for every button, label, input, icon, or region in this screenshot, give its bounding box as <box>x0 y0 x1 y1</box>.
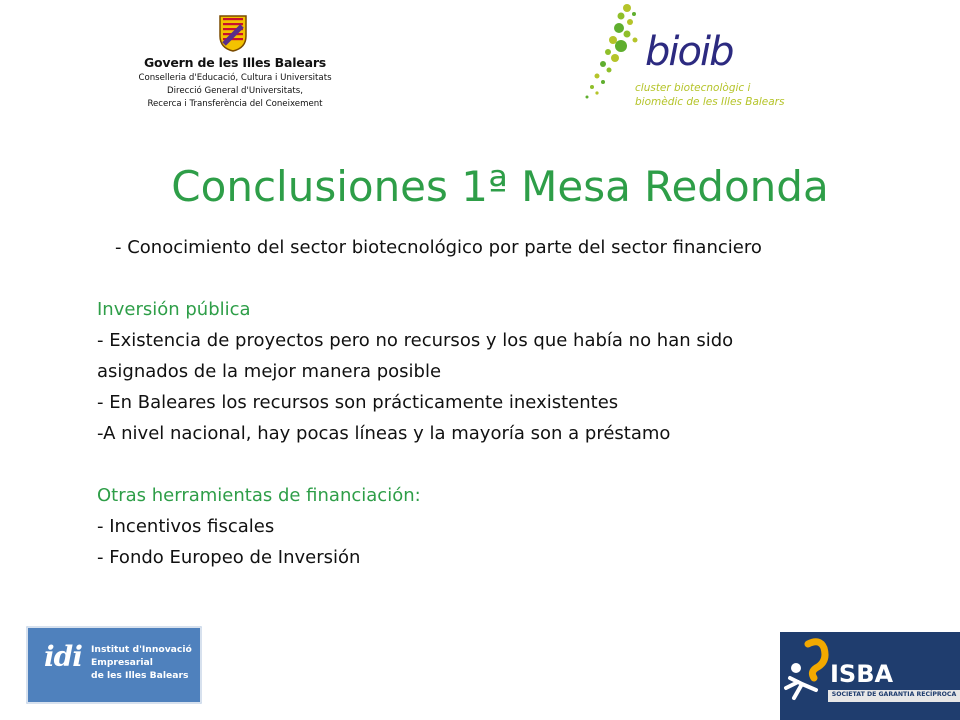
govern-logo <box>120 14 350 114</box>
bullet-line: - Incentivos fiscales <box>97 516 275 537</box>
govern-title: Govern de les Illes Balears <box>143 55 327 70</box>
idi-name-line-3: de les Illes Balears <box>91 670 189 681</box>
idi-mark: idi <box>44 640 82 673</box>
bullet-line: asignados de la mejor manera posible <box>97 361 442 382</box>
bullet-line: -A nivel nacional, hay pocas líneas y la mayoría son a préstamo <box>97 423 671 444</box>
bioib-logo <box>575 2 790 112</box>
bullet-line: - Fondo Europeo de Inversión <box>97 547 361 568</box>
section-heading-public-investment: Inversión pública <box>97 299 251 320</box>
body-content <box>97 294 937 573</box>
isba-name: ISBA <box>830 660 894 688</box>
bullet-line: - En Baleares los recursos son prácticamente inexistentes <box>97 392 619 413</box>
bioib-tagline-2: biomèdic de les Illes Balears <box>635 96 785 108</box>
govern-directorate: Direcció General d'Universitats, <box>167 86 303 96</box>
isba-logo <box>780 632 960 720</box>
idi-name-line-1: Institut d'Innovació <box>91 644 192 655</box>
isba-subtitle-bar <box>828 690 960 702</box>
idi-logo <box>26 626 202 704</box>
bioib-tagline-1: cluster biotecnològic i <box>635 82 751 94</box>
slide-subtitle: - Conocimiento del sector biotecnológico por parte del sector financiero <box>115 237 762 258</box>
balearic-shield-icon <box>218 14 248 52</box>
govern-department: Conselleria d'Educació, Cultura i Universitats <box>138 73 332 83</box>
section-spacer <box>97 449 937 480</box>
slide-title: Conclusiones 1ª Mesa Redonda <box>171 162 829 211</box>
govern-directorate-cont: Recerca i Transferència del Coneixement <box>147 99 323 109</box>
bullet-line: - Existencia de proyectos pero no recursos y los que había no han sido <box>97 330 734 351</box>
section-heading-other-tools: Otras herramientas de financiación: <box>97 485 421 506</box>
bioib-wordmark: bioib <box>645 29 733 75</box>
idi-name-line-2: Empresarial <box>91 657 153 668</box>
isba-subtitle: SOCIETAT DE GARANTIA RECÍPROCA <box>831 691 957 698</box>
